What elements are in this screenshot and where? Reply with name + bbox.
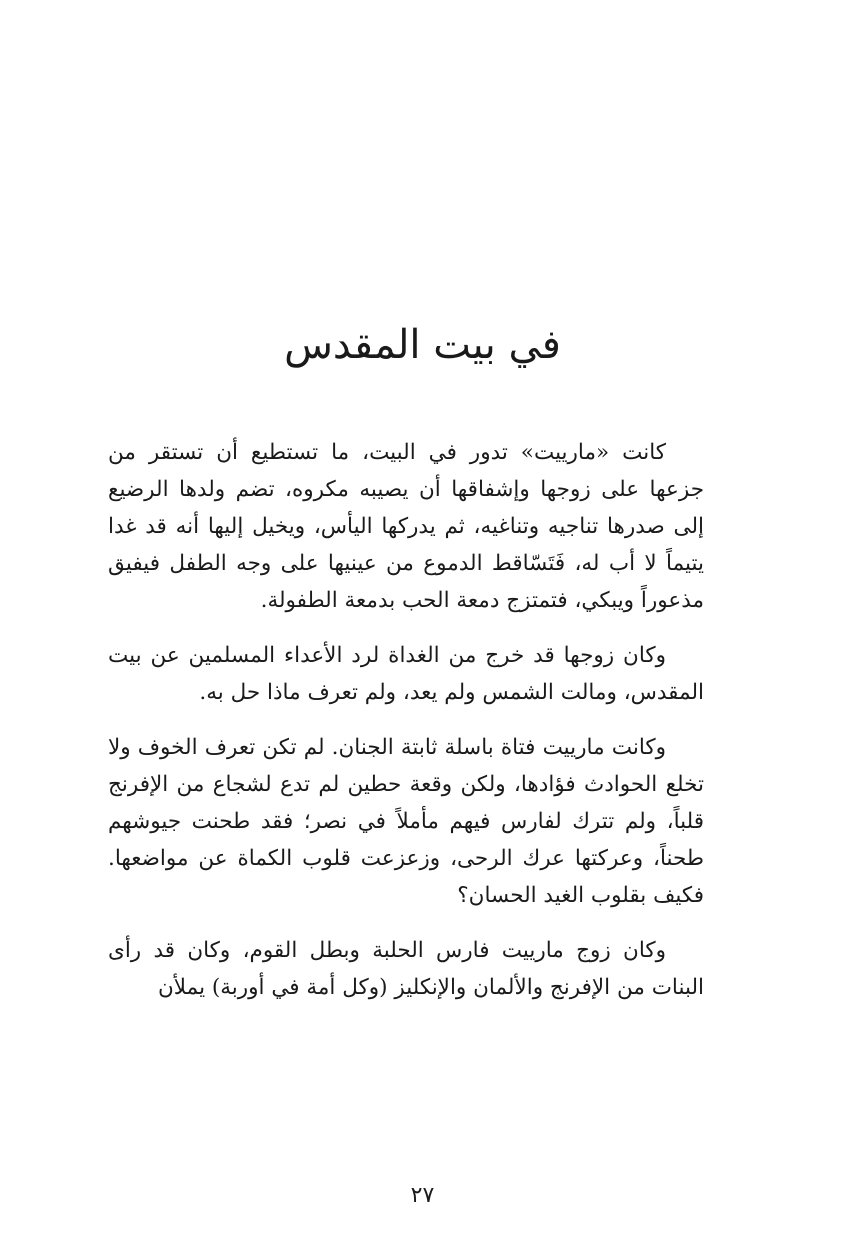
- paragraph: كانت «مارييت» تدور في البيت، ما تستطيع أن تستقر من جزعها على زوجها وإشفاقها أن يصيبه مكروه، تضم ولدها الرضيع إلى صدرها تناجيه وتناغيه، ثم يدركها اليأس، ويخيل إليها أنه قد غدا يتيماً لا أب له، فَتَسّاقط الدموع من عينيها على وجه الطفل فيفيق مذعوراً ويبكي، فتمتزج دمعة الحب بدمعة الطفولة.: [108, 440, 704, 613]
- paragraph: وكانت مارييت فتاة باسلة ثابتة الجنان. لم تكن تعرف الخوف ولا تخلع الحوادث فؤادها، ولكن وقعة حطين لم تدع لشجاع من الإفرنج قلباً، ولم تترك لفارس فيهم مأملاً في نصر؛ فقد طحنت جيوشهم طحناً، وعركتها عرك الرحى، وزعزعت قلوب الكماة عن مواضعها. فكيف بقلوب الغيد الحسان؟: [108, 735, 704, 908]
- paragraph: وكان زوجها قد خرج من الغداة لرد الأعداء المسلمين عن بيت المقدس، ومالت الشمس ولم يعد، ولم تعرف ماذا حل به.: [108, 643, 704, 705]
- chapter-title: في بيت المقدس: [284, 322, 561, 368]
- page-number: ٢٧: [410, 1183, 435, 1208]
- paragraph: وكان زوج مارييت فارس الحلبة وبطل القوم، وكان قد رأى البنات من الإفرنج والألمان والإنكليز (وكل أمة في أوربة) يملأن: [108, 938, 704, 1000]
- body-text: [108, 434, 704, 1024]
